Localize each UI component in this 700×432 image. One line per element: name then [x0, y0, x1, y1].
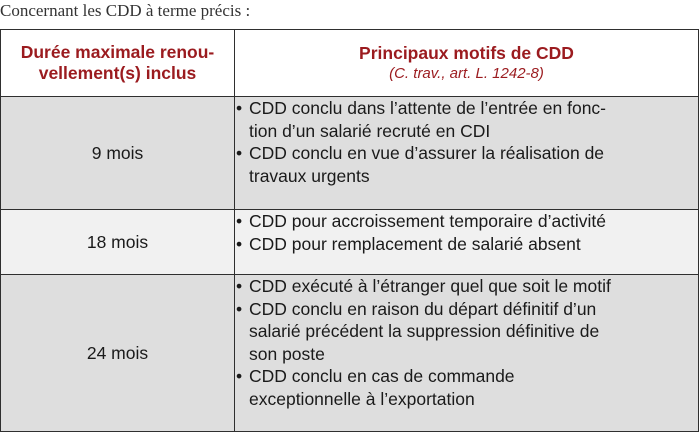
motif-text-line: CDD exécuté à l’étranger quel que soit le motif	[249, 276, 611, 296]
header-duration-line2: vellement(s) inclus	[38, 63, 197, 83]
header-duration	[1, 30, 235, 97]
motif-text-line: CDD conclu en raison du départ définitif d’un	[249, 298, 597, 319]
motif-item	[235, 365, 698, 410]
table-header-row	[1, 30, 699, 97]
motif-item	[235, 210, 698, 233]
duration-cell: 9 mois	[1, 97, 235, 210]
bullet-icon: •	[236, 276, 243, 296]
header-motifs-subtitle: (C. trav., art. L. 1242-8)	[389, 64, 544, 82]
table-row	[1, 275, 699, 432]
motif-item	[235, 275, 698, 298]
motif-text-line: exceptionnelle à l’exportation	[249, 388, 475, 409]
motif-item	[235, 142, 698, 187]
bullet-icon: •	[236, 98, 243, 118]
motif-text-line: travaux urgents	[249, 165, 370, 186]
motif-item	[235, 233, 698, 256]
duration-cell: 18 mois	[1, 210, 235, 275]
bullet-icon: •	[236, 233, 243, 254]
bullet-icon: •	[236, 143, 243, 163]
header-motifs	[235, 30, 699, 97]
table-row	[1, 210, 699, 275]
motif-text-line: tion d’un salarié recruté en CDI	[249, 120, 491, 141]
motifs-cell	[235, 275, 699, 432]
motif-text-line: CDD conclu dans l’attente de l’entrée en fonc-	[249, 98, 607, 118]
bullet-icon: •	[236, 211, 243, 231]
duration-cell: 24 mois	[1, 275, 235, 432]
motif-text-line: CDD conclu en cas de commande	[249, 366, 515, 386]
header-duration-line1: Durée maximale renou-	[20, 42, 215, 62]
motif-text-line: CDD pour accroissement temporaire d’activité	[249, 211, 606, 231]
motif-item	[235, 97, 698, 142]
table-row	[1, 97, 699, 210]
header-motifs-title: Principaux motifs de CDD	[359, 42, 574, 63]
motif-item	[235, 298, 698, 366]
motifs-cell	[235, 97, 699, 210]
motif-list	[235, 210, 698, 255]
motif-list	[235, 97, 698, 187]
bullet-icon: •	[236, 298, 243, 319]
motif-list	[235, 275, 698, 410]
motif-text-line: CDD pour remplacement de salarié absent	[249, 233, 581, 254]
intro-text: Concernant les CDD à terme précis :	[0, 1, 251, 20]
cdd-table	[0, 29, 699, 432]
bullet-icon: •	[236, 366, 243, 386]
motif-text-line: son poste	[249, 343, 325, 364]
motif-text-line: CDD conclu en vue d’assurer la réalisation de	[249, 143, 605, 163]
motifs-cell	[235, 210, 699, 275]
motif-text-line: salarié précédent la suppression définitive de	[249, 321, 600, 341]
